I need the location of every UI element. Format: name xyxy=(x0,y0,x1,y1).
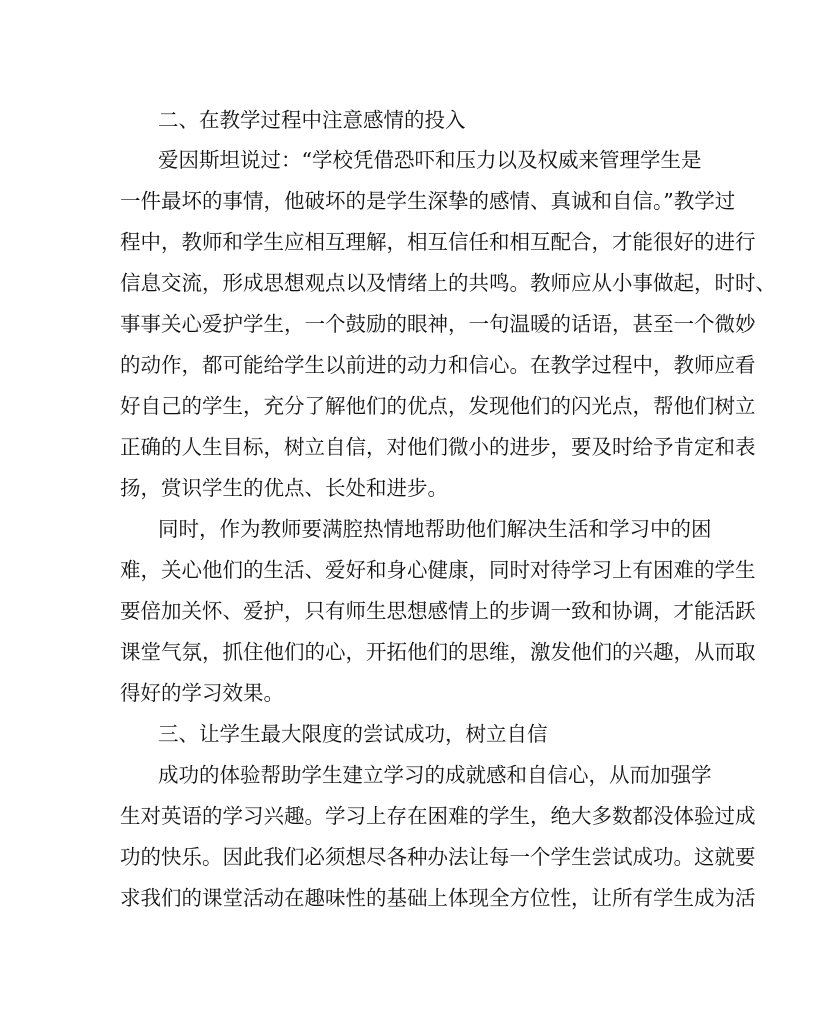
paragraph-line: 功的快乐。因此我们必须想尽各种办法让每一个学生尝试成功。这就要 xyxy=(120,845,756,869)
paragraph-line: 事事关心爱护学生，一个鼓励的眼神，一句温暖的话语，甚至一个微妙 xyxy=(120,312,756,336)
paragraph-line: 课堂气氛，抓住他们的心，开拓他们的思维，激发他们的兴趣，从而取 xyxy=(120,640,756,664)
paragraph-line: 信息交流，形成思想观点以及情绪上的共鸣。教师应从小事做起，时时、 xyxy=(120,271,776,295)
paragraph-line: 同时，作为教师要满腔热情地帮助他们解决生活和学习中的困 xyxy=(158,517,712,541)
paragraph-line: 一件最坏的事情，他破坏的是学生深挚的感情、真诚和自信。”教学过 xyxy=(120,189,736,213)
section-heading-2: 二、在教学过程中注意感情的投入 xyxy=(158,108,466,132)
paragraph-line: 程中，教师和学生应相互理解，相互信任和相互配合，才能很好的进行 xyxy=(120,230,756,254)
paragraph-line: 生对英语的学习兴趣。学习上存在困难的学生，绝大多数都没体验过成 xyxy=(120,804,756,828)
paragraph-line: 好自己的学生，充分了解他们的优点，发现他们的闪光点，帮他们树立 xyxy=(120,394,756,418)
paragraph-line: 得好的学习效果。 xyxy=(120,681,284,705)
paragraph-line: 的动作，都可能给学生以前进的动力和信心。在教学过程中，教师应看 xyxy=(120,353,756,377)
paragraph-line: 难，关心他们的生活、爱好和身心健康，同时对待学习上有困难的学生 xyxy=(120,558,756,582)
paragraph-line: 要倍加关怀、爱护，只有师生思想感情上的步调一致和协调，才能活跃 xyxy=(120,599,756,623)
paragraph-line: 扬，赏识学生的优点、长处和进步。 xyxy=(120,476,448,500)
paragraph-line: 求我们的课堂活动在趣味性的基础上体现全方位性，让所有学生成为活 xyxy=(120,886,756,910)
section-heading-3: 三、让学生最大限度的尝试成功，树立自信 xyxy=(158,722,548,746)
paragraph-line: 成功的体验帮助学生建立学习的成就感和自信心，从而加强学 xyxy=(158,763,712,787)
paragraph-line: 正确的人生目标，树立自信，对他们微小的进步，要及时给予肯定和表 xyxy=(120,435,756,459)
paragraph-line: 爱因斯坦说过：“学校凭借恐吓和压力以及权威来管理学生是 xyxy=(158,148,702,172)
